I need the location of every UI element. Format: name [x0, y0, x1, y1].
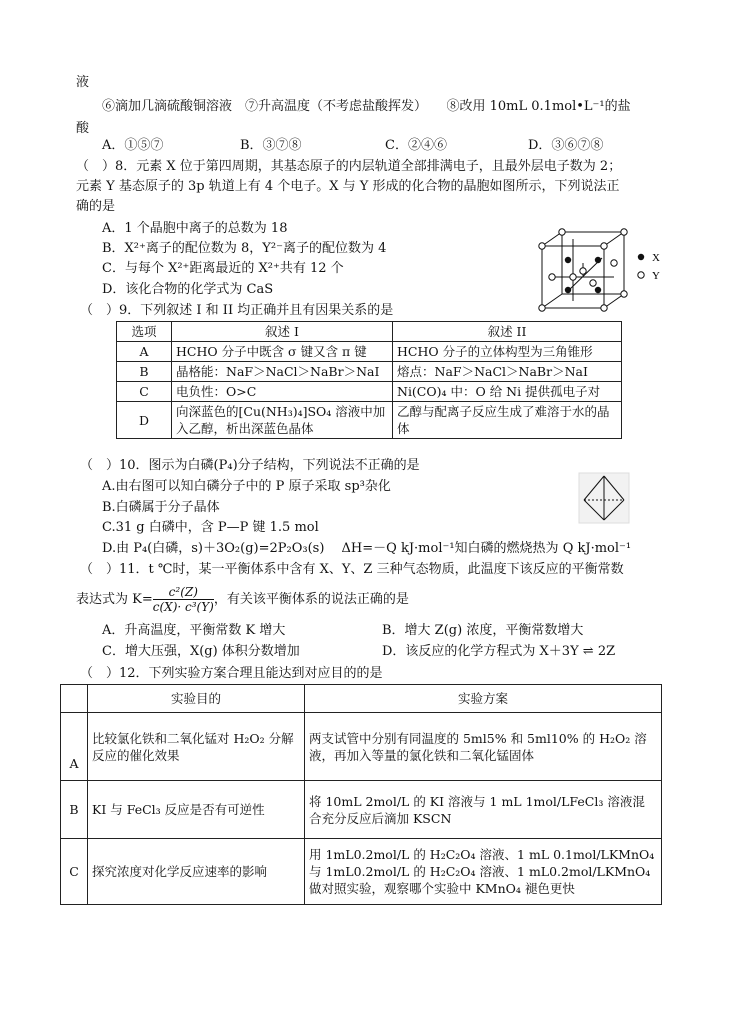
q12-header-row	[61, 685, 662, 713]
q10-option-d: D.由 P₄(白磷，s)＋3O₂(g)=2P₂O₃(s) ΔH=－Q kJ·mol⁻¹知白磷的燃烧热为 Q kJ·mol⁻¹	[102, 541, 632, 556]
table-cell: 用 1mL0.2mol/L 的 H₂C₂O₄ 溶液、1 mL 0.1mol/LKMnO₄ 与 1mL0.2mol/L 的 H₂C₂O₄ 溶液、1 mL0.2mol/LKMnO₄ 做对照实验，观察哪个实验中 KMnO₄ 褪色更快	[305, 839, 662, 905]
table-cell: B	[61, 781, 88, 839]
table-cell: 将 10mL 2mol/L 的 KI 溶液与 1 mL 1mol/LFeCl₃ 溶液混合充分反应后滴加 KSCN	[305, 781, 662, 839]
table-cell: Ni(CO)₄ 中：O 给 Ni 提供孤电子对	[393, 382, 622, 402]
white-phosphorus-tetrahedron-figure	[578, 472, 630, 524]
crystal-cell-figure	[528, 228, 668, 314]
table-cell: 实验方案	[305, 685, 662, 713]
table-row	[117, 382, 622, 402]
table-cell: 探究浓度对化学反应速率的影响	[88, 839, 305, 905]
table-cell: A	[117, 342, 172, 362]
q9-table	[116, 321, 622, 439]
table-cell: 电负性：O>C	[172, 382, 393, 402]
q10-option-b: B.白磷属于分子晶体	[102, 500, 220, 515]
table-row	[117, 402, 622, 439]
legend-y: Y	[652, 270, 660, 282]
q10-option-c: C.31 g 白磷中，含 P—P 键 1.5 mol	[102, 520, 319, 535]
option-line: ⑥滴加几滴硫酸铜溶液 ⑦升高温度（不考虑盐酸挥发） ⑧改用 10mL 0.1mol•L⁻¹的盐	[102, 99, 631, 114]
table-cell	[61, 685, 88, 713]
q8-option-b: B．X²⁺离子的配位数为 8，Y²⁻离子的配位数为 4	[102, 241, 387, 256]
q8-stem-1: （ ）8．元素 X 位于第四周期，其基态原子的内层轨道全部排满电子，且最外层电子数为 2；	[76, 159, 622, 174]
fraction-denominator: c(X)· c³(Y)	[152, 600, 214, 614]
choice-c: C．②④⑥	[385, 138, 447, 153]
q12-stem: （ ）12．下列实验方案合理且能达到对应目的的是	[80, 666, 383, 681]
table-row	[61, 781, 662, 839]
table-cell: 实验目的	[88, 685, 305, 713]
table-cell: A	[61, 713, 88, 781]
q9-stem: （ ）9．下列叙述 I 和 II 均正确并且有因果关系的是	[80, 303, 394, 318]
table-cell: HCHO 分子中既含 σ 键又含 π 键	[172, 342, 393, 362]
q11-option-a: A．升高温度，平衡常数 K 增大	[102, 623, 286, 638]
table-row	[61, 713, 662, 781]
q9-header-i: 叙述 I	[172, 322, 393, 342]
legend-x: X	[652, 252, 660, 264]
q8-stem-2: 元素 Y 基态原子的 3p 轨道上有 4 个电子。X 与 Y 形成的化合物的晶胞如图所示，下列说法正	[76, 179, 620, 194]
q10-stem: （ ）10．图示为白磷(P₄)分子结构，下列说法不正确的是	[80, 458, 420, 473]
table-cell: 晶格能：NaF＞NaCl＞NaBr＞NaI	[172, 362, 393, 382]
q8-stem-3: 确的是	[76, 199, 116, 214]
fraction-numerator: c²(Z)	[153, 585, 214, 600]
q11-expr-prefix: 表达式为 K=	[76, 592, 153, 607]
table-cell: HCHO 分子的立体构型为三角锥形	[393, 342, 622, 362]
q10-option-a: A.由右图可以知白磷分子中的 P 原子采取 sp³杂化	[102, 479, 391, 494]
q9-header-option: 选项	[117, 322, 172, 342]
table-cell: B	[117, 362, 172, 382]
q12-table	[60, 684, 662, 905]
q11-option-d: D．该反应的化学方程式为 X＋3Y ⇌ 2Z	[382, 644, 616, 659]
table-cell: 比较氯化铁和二氧化锰对 H₂O₂ 分解反应的催化效果	[88, 713, 305, 781]
table-cell: C	[61, 839, 88, 905]
q11-expression	[76, 585, 409, 615]
q11-option-b: B．增大 Z(g) 浓度，平衡常数增大	[382, 623, 584, 638]
q11-stem: （ ）11．t ℃时，某一平衡体系中含有 X、Y、Z 三种气态物质，此温度下该反应的平衡常数	[80, 562, 624, 577]
q8-option-c: C．与每个 X²⁺距离最近的 X²⁺共有 12 个	[102, 261, 344, 276]
q9-header-ii: 叙述 II	[393, 322, 622, 342]
table-cell: C	[117, 382, 172, 402]
choice-b: B．③⑦⑧	[240, 138, 302, 153]
table-row	[117, 362, 622, 382]
choice-d: D．③⑥⑦⑧	[528, 138, 604, 153]
table-row	[117, 342, 622, 362]
q8-option-a: A．1 个晶胞中离子的总数为 18	[102, 221, 288, 236]
table-cell: 乙醇与配离子反应生成了难溶于水的晶体	[393, 402, 622, 439]
table-row	[61, 839, 662, 905]
q9-header-row	[117, 322, 622, 342]
table-cell: D	[117, 402, 172, 439]
table-cell: 熔点：NaF＞NaCl＞NaBr＞NaI	[393, 362, 622, 382]
q11-option-c: C．增大压强，X(g) 体积分数增加	[102, 644, 300, 659]
choice-a: A．①⑤⑦	[102, 138, 164, 153]
table-cell: KI 与 FeCl₃ 反应是否有可逆性	[88, 781, 305, 839]
table-cell: 向深蓝色的[Cu(NH₃)₄]SO₄ 溶液中加入乙醇，析出深蓝色晶体	[172, 402, 393, 439]
option-line-tail: 酸	[76, 121, 90, 136]
q11-expr-suffix: ，有关该平衡体系的说法正确的是	[213, 592, 409, 607]
equilibrium-fraction	[153, 585, 214, 614]
q8-option-d: D．该化合物的化学式为 CaS	[102, 282, 274, 297]
continuation-text: 液	[76, 75, 90, 90]
table-cell: 两支试管中分别有同温度的 5ml5% 和 5ml10% 的 H₂O₂ 溶液，再加入等量的氯化铁和二氧化锰固体	[305, 713, 662, 781]
